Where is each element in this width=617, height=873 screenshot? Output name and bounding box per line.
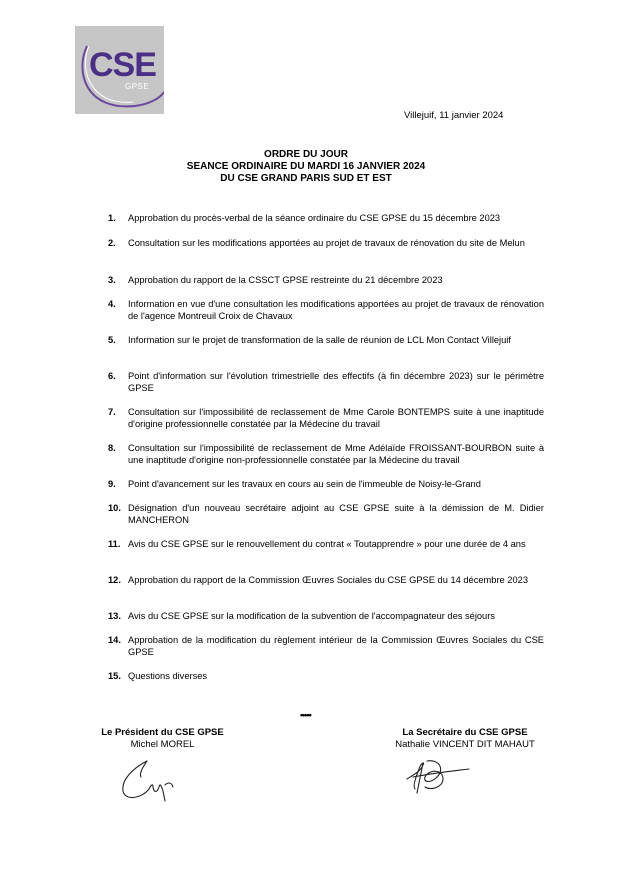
agenda-item-number: 3. — [108, 275, 116, 285]
logo-text: CSE — [89, 46, 156, 84]
title-line: DU CSE GRAND PARIS SUD ET EST — [220, 173, 392, 184]
agenda-item-number: 15. — [108, 671, 121, 681]
agenda-item-text: Point d'information sur l'évolution trimestrielle des effectifs (à fin décembre 2023) sur le périmètre GPSE — [128, 371, 544, 393]
agenda-item — [108, 371, 544, 394]
agenda-item-number: 6. — [108, 371, 116, 381]
agenda-item-text: Approbation du rapport de la Commission Œuvres Sociales du CSE GPSE du 14 décembre 2023 — [128, 575, 528, 585]
title-line: ORDRE DU JOUR — [264, 149, 348, 160]
agenda-item-text: Questions diverses — [128, 671, 208, 681]
signatory-name: Michel MOREL — [130, 739, 195, 750]
agenda-item-number: 13. — [108, 611, 121, 621]
signatory-name: Nathalie VINCENT DIT MAHAUT — [395, 739, 535, 750]
handwritten-signature-right — [403, 757, 475, 797]
title-line: SEANCE ORDINAIRE DU MARDI 16 JANVIER 2024 — [186, 161, 426, 172]
agenda-item-text: Information en vue d'une consultation les modifications apportées au projet de travaux de rénovation de l'agence Montreuil Croix de Chavaux — [128, 299, 544, 321]
agenda-item-text: Avis du CSE GPSE sur la modification de la subvention de l'accompagnateur des séjours — [128, 611, 495, 621]
agenda-item — [108, 238, 544, 250]
agenda-item-text: Consultation sur les modifications apportées au projet de travaux de rénovation du site de Melun — [128, 238, 525, 248]
agenda-item-text: Désignation d'un nouveau secrétaire adjoint au CSE GPSE suite à la démission de M. Didier MANCHERON — [128, 503, 544, 525]
agenda-item-text: Approbation du procès-verbal de la séance ordinaire du CSE GPSE du 15 décembre 2023 — [128, 213, 501, 223]
document-title-block — [120, 149, 492, 185]
agenda-item — [108, 539, 544, 551]
agenda-item-text: Consultation sur l'impossibilité de reclassement de Mme Carole BONTEMPS suite à une inaptitude d'origine professionnelle constatée par la Médecine du travail — [128, 407, 544, 429]
agenda-item — [108, 443, 544, 466]
agenda-item — [108, 299, 544, 322]
agenda-item-text: Approbation du rapport de la CSSCT GPSE restreinte du 21 décembre 2023 — [128, 275, 443, 285]
agenda-item-text: Point d'avancement sur les travaux en cours au sein de l'immeuble de Noisy-le-Grand — [128, 479, 481, 489]
agenda-item-number: 9. — [108, 479, 116, 489]
signatory-right — [380, 727, 550, 751]
agenda-item-number: 11. — [108, 539, 121, 549]
agenda-item — [108, 479, 544, 491]
cse-gpse-logo — [75, 26, 164, 114]
agenda-item — [108, 335, 544, 347]
agenda-item-text: Approbation de la modification du règlement intérieur de la Commission Œuvres Sociales du CSE GPSE — [128, 635, 544, 657]
agenda-item-text: Avis du CSE GPSE sur le renouvellement du contrat « Toutapprendre » pour une durée de 4 ans — [128, 539, 526, 549]
signatory-role: La Secrétaire du CSE GPSE — [402, 727, 528, 738]
agenda-item-number: 12. — [108, 575, 121, 585]
agenda-item-number: 5. — [108, 335, 116, 345]
agenda-item-number: 1. — [108, 213, 116, 223]
logo-subtext: GPSE — [125, 82, 150, 91]
agenda-item — [108, 611, 544, 623]
agenda-item-number: 14. — [108, 635, 121, 645]
agenda-item — [108, 503, 544, 526]
separator: ••••• — [300, 710, 311, 720]
agenda-item — [108, 635, 544, 658]
agenda-item — [108, 671, 544, 683]
agenda-item-text: Information sur le projet de transformation de la salle de réunion de LCL Mon Contact Villejuif — [128, 335, 511, 345]
agenda-item-number: 8. — [108, 443, 116, 453]
agenda-item-number: 2. — [108, 238, 116, 248]
agenda-item — [108, 407, 544, 430]
signatory-left — [90, 727, 235, 751]
handwritten-signature-left — [117, 757, 187, 805]
agenda-item — [108, 275, 544, 287]
signatory-role: Le Président du CSE GPSE — [101, 727, 224, 738]
agenda-item — [108, 213, 544, 225]
agenda-item — [108, 575, 544, 587]
document-date: Villejuif, 11 janvier 2024 — [404, 110, 504, 121]
agenda-item-number: 7. — [108, 407, 116, 417]
agenda-item-number: 4. — [108, 299, 116, 309]
agenda-item-number: 10. — [108, 503, 121, 513]
agenda-item-text: Consultation sur l'impossibilité de reclassement de Mme Adélaïde FROISSANT-BOURBON suite à une inaptitude d'origine non-professionnelle constatée par la Médecine du travail — [128, 443, 544, 465]
